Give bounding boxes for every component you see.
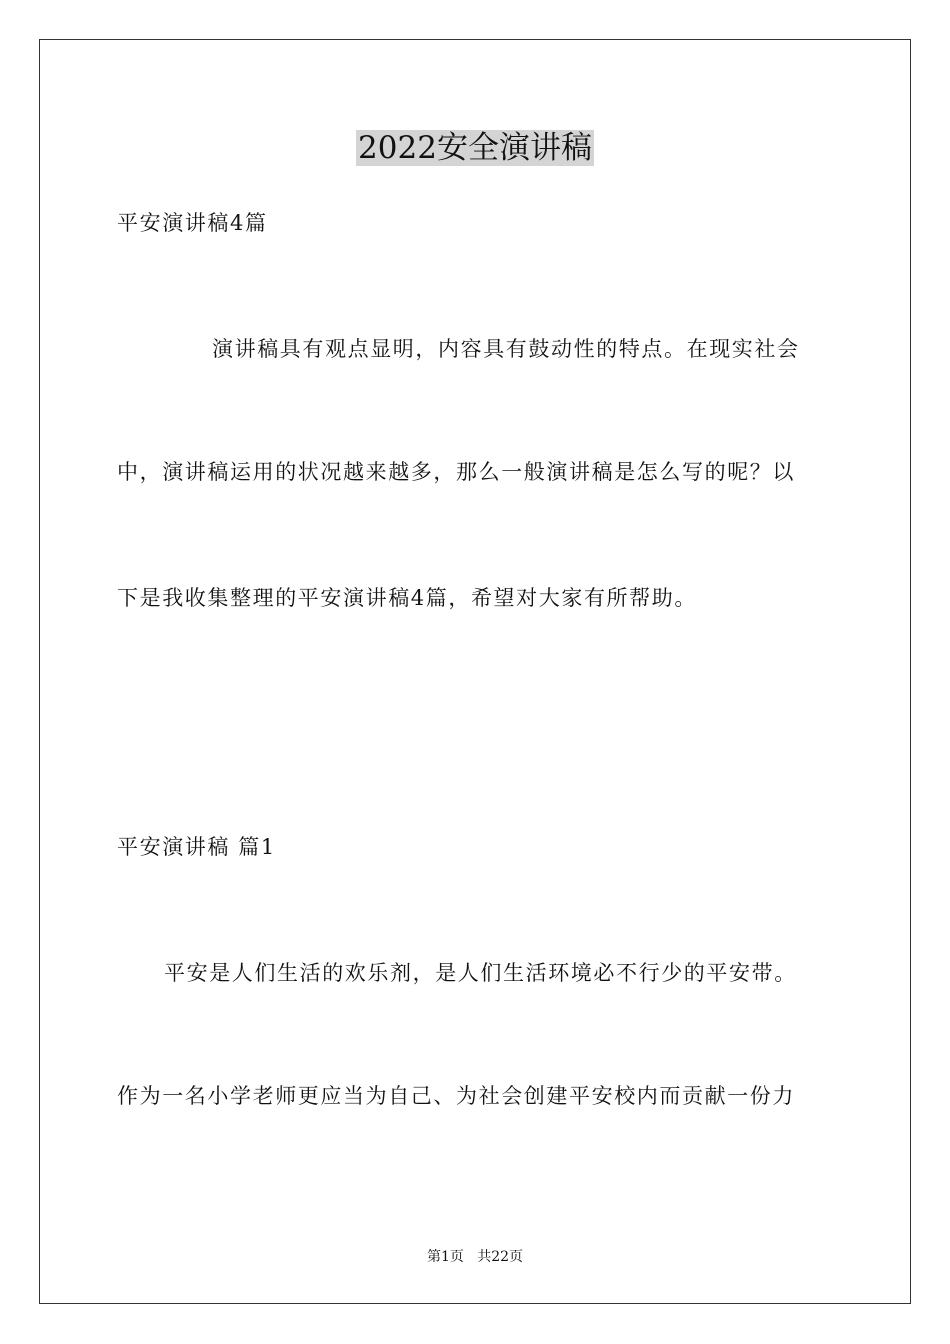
page-footer: 第1页 共22页 bbox=[426, 1249, 524, 1265]
document-subtitle: 平安演讲稿4篇 bbox=[117, 211, 268, 235]
section-paragraph-line-1: 平安是人们生活的欢乐剂，是人们生活环境必不行少的平安带。 bbox=[164, 961, 797, 985]
intro-paragraph-line-3: 下是我收集整理的平安演讲稿4篇，希望对大家有所帮助。 bbox=[117, 586, 697, 610]
intro-paragraph-line-1: 演讲稿具有观点显明，内容具有鼓动性的特点。在现实社会 bbox=[212, 337, 800, 361]
document-title-text: 2022安全演讲稿 bbox=[358, 130, 592, 166]
document-title bbox=[0, 128, 950, 168]
intro-paragraph-line-2: 中，演讲稿运用的状况越来越多，那么一般演讲稿是怎么写的呢？以 bbox=[117, 460, 795, 484]
section-paragraph-line-2: 作为一名小学老师更应当为自己、为社会创建平安校内而贡献一份力 bbox=[117, 1084, 795, 1108]
section-heading: 平安演讲稿 篇1 bbox=[117, 835, 276, 859]
